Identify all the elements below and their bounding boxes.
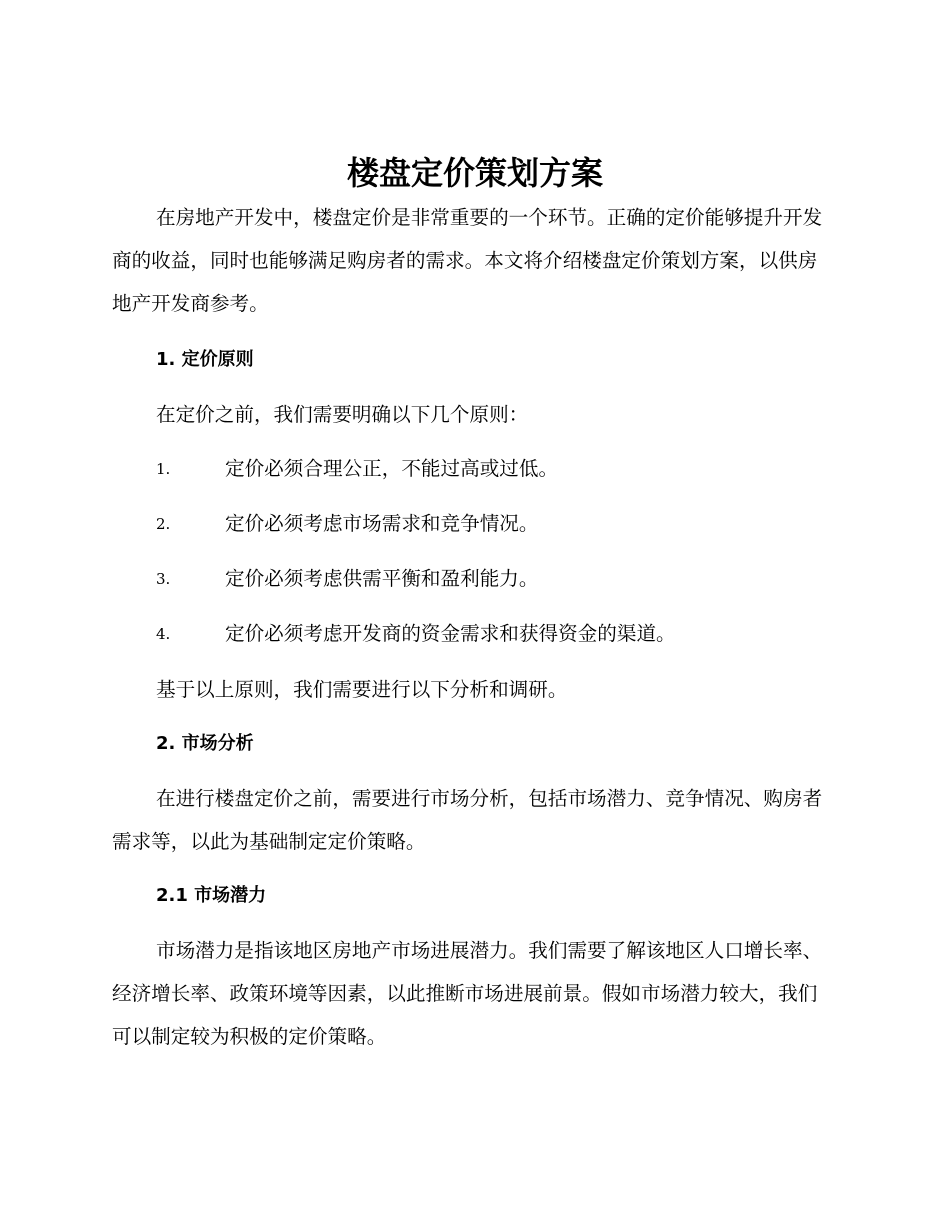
list-number: 1. — [156, 460, 171, 478]
intro-paragraph: 在房地产开发中，楼盘定价是非常重要的一个环节。正确的定价能够提升开发商的收益，同时也能够满足购房者的需求。本文将介绍楼盘定价策划方案，以供房地产开发商参考。 — [112, 206, 823, 315]
principles-lead-paragraph: 在定价之前，我们需要明确以下几个原则： — [156, 403, 529, 426]
document-title: 楼盘定价策划方案 — [346, 154, 603, 192]
list-number: 4. — [156, 625, 171, 643]
market-analysis-paragraph: 在进行楼盘定价之前，需要进行市场分析，包括市场潜力、竞争情况、购房者需求等，以此为基础制定定价策略。 — [112, 787, 823, 853]
list-number: 2. — [156, 515, 171, 533]
list-text: 定价必须合理公正，不能过高或过低。 — [225, 457, 559, 480]
list-text: 定价必须考虑供需平衡和盈利能力。 — [225, 567, 539, 590]
section-heading-market-analysis: 2. 市场分析 — [156, 733, 254, 754]
principles-conclusion-paragraph: 基于以上原则，我们需要进行以下分析和调研。 — [156, 678, 568, 701]
section-heading-pricing-principles: 1. 定价原则 — [156, 349, 254, 370]
list-text: 定价必须考虑开发商的资金需求和获得资金的渠道。 — [225, 622, 676, 645]
market-potential-paragraph: 市场潜力是指该地区房地产市场进展潜力。我们需要了解该地区人口增长率、经济增长率、政策环境等因素，以此推断市场进展前景。假如市场潜力较大，我们可以制定较为积极的定价策略。 — [112, 939, 823, 1048]
section-heading-market-potential: 2.1 市场潜力 — [156, 885, 267, 906]
list-number: 3. — [156, 570, 171, 588]
list-text: 定价必须考虑市场需求和竞争情况。 — [225, 512, 539, 535]
